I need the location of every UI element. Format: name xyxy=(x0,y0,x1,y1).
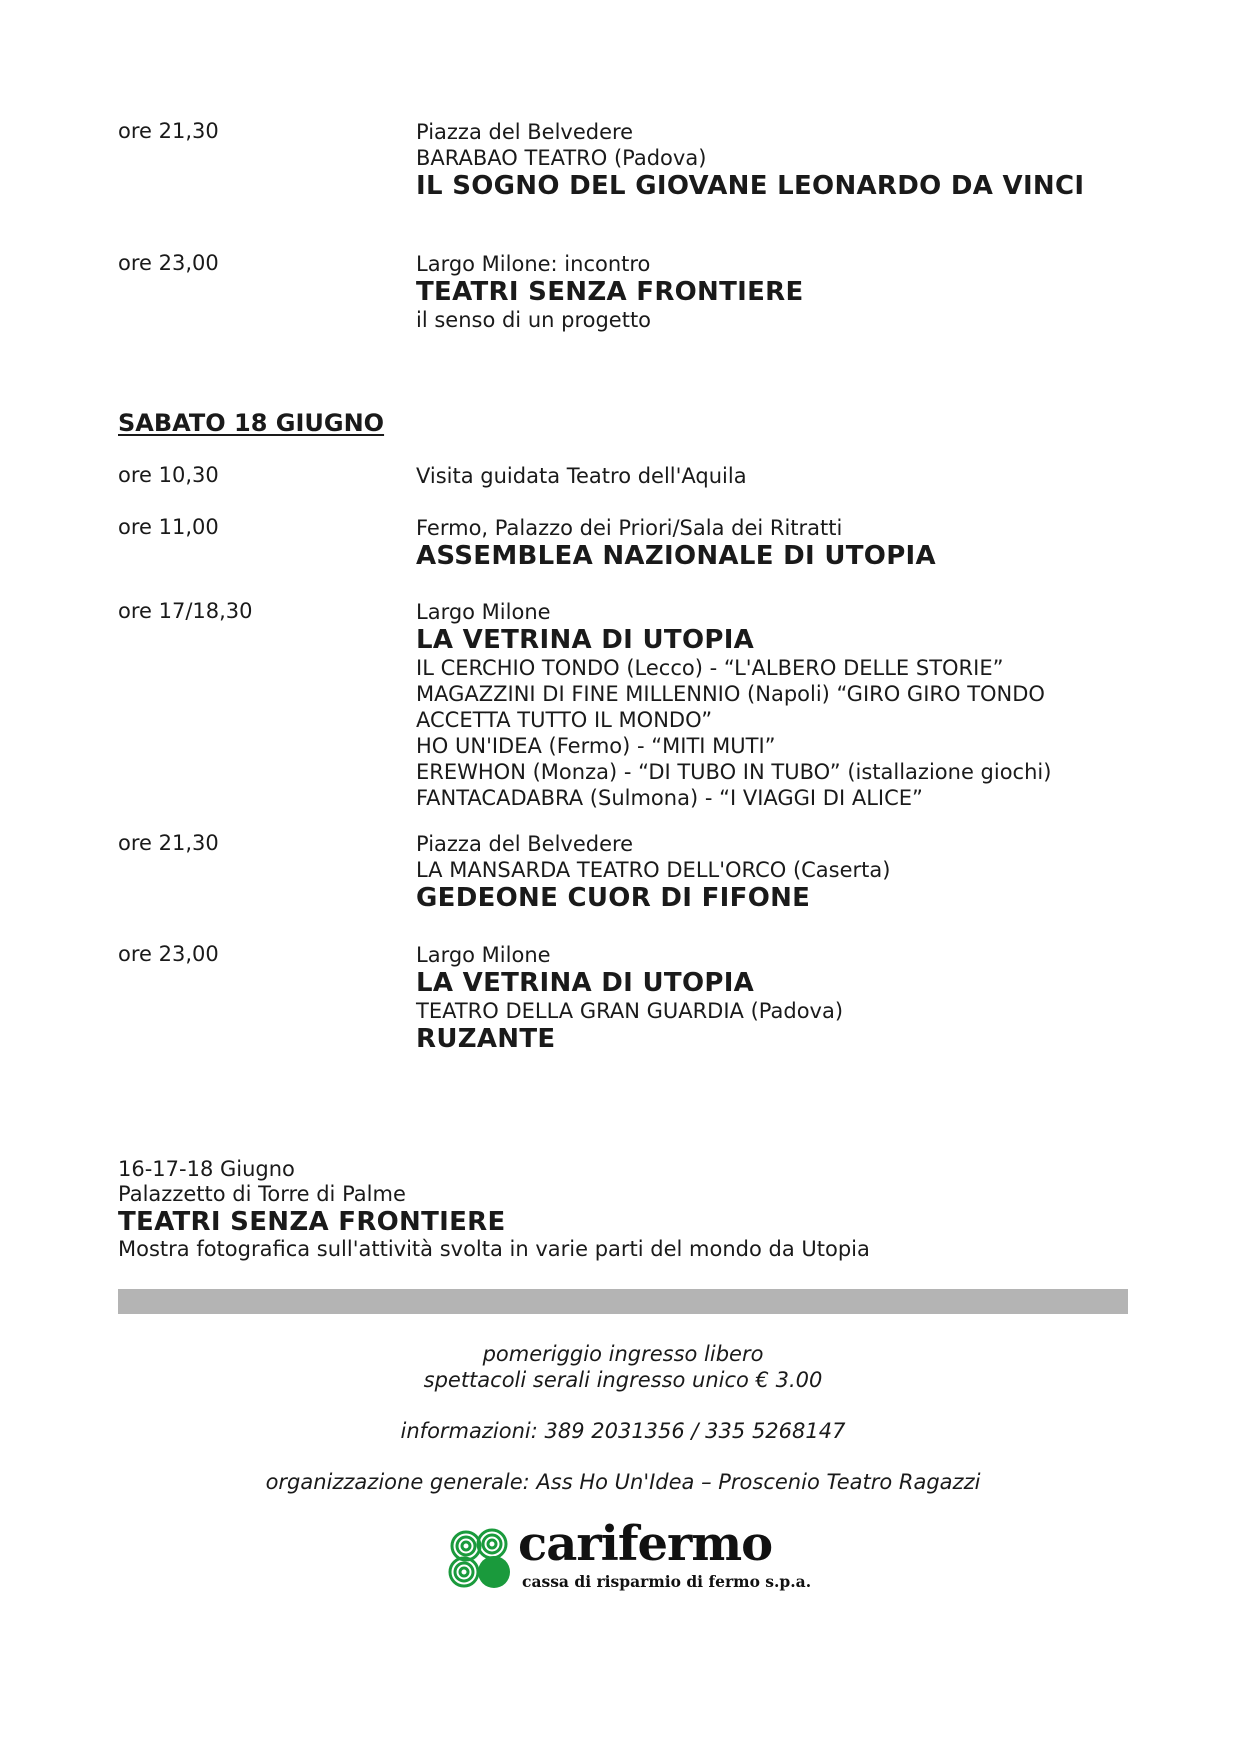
event-title: TEATRI SENZA FRONTIERE xyxy=(416,277,804,307)
event-time: ore 17/18,30 xyxy=(118,599,253,623)
event-place: Largo Milone xyxy=(416,600,551,624)
event-title-secondary: RUZANTE xyxy=(416,1024,556,1054)
event-title: GEDEONE CUOR DI FIFONE xyxy=(416,883,811,913)
event-place: Largo Milone: incontro xyxy=(416,252,651,276)
event-place: Visita guidata Teatro dell'Aquila xyxy=(416,464,747,488)
exhibition-place: Palazzetto di Torre di Palme xyxy=(118,1182,406,1206)
event-place: Largo Milone xyxy=(416,943,551,967)
footer-info: informazioni: 389 2031356 / 335 5268147 xyxy=(400,1419,846,1443)
event-line: IL CERCHIO TONDO (Lecco) - “L'ALBERO DELLE STORIE” xyxy=(416,656,1004,680)
event-line: EREWHON (Monza) - “DI TUBO IN TUBO” (istallazione giochi) xyxy=(416,760,1052,784)
event-time: ore 21,30 xyxy=(118,831,219,855)
event-details xyxy=(416,942,1196,1054)
day-heading: SABATO 18 GIUGNO xyxy=(118,409,385,437)
event-line: FANTACADABRA (Sulmona) - “I VIAGGI DI ALICE” xyxy=(416,786,923,810)
event-title: IL SOGNO DEL GIOVANE LEONARDO DA VINCI xyxy=(416,171,1085,201)
event-time: ore 23,00 xyxy=(118,942,219,966)
event-company: BARABAO TEATRO (Padova) xyxy=(416,146,707,170)
exhibition-block xyxy=(118,1157,1118,1262)
event-line: MAGAZZINI DI FINE MILLENNIO (Napoli) “GIRO GIRO TONDO xyxy=(416,682,1045,706)
event-line: HO UN'IDEA (Fermo) - “MITI MUTI” xyxy=(416,734,776,758)
event-time: ore 23,00 xyxy=(118,251,219,275)
event-time: ore 11,00 xyxy=(118,515,219,539)
clover-icon xyxy=(444,1524,518,1594)
event-company: TEATRO DELLA GRAN GUARDIA (Padova) xyxy=(416,999,844,1023)
event-details xyxy=(416,119,1196,201)
event-details xyxy=(416,599,1196,811)
event-time: ore 10,30 xyxy=(118,463,219,487)
footer-admission-afternoon: pomeriggio ingresso libero xyxy=(482,1342,764,1366)
event-place: Piazza del Belvedere xyxy=(416,832,634,856)
exhibition-description: Mostra fotografica sull'attività svolta in varie parti del mondo da Utopia xyxy=(118,1237,870,1261)
footer-admission-evening: spettacoli serali ingresso unico € 3.00 xyxy=(423,1368,823,1392)
sponsor-logo xyxy=(444,1516,812,1594)
event-line: ACCETTA TUTTO IL MONDO” xyxy=(416,708,713,732)
event-details xyxy=(416,251,1196,333)
event-title: ASSEMBLEA NAZIONALE DI UTOPIA xyxy=(416,541,936,571)
event-details xyxy=(416,515,1196,571)
event-details xyxy=(416,831,1196,913)
sponsor-name: carifermo xyxy=(518,1516,773,1572)
sponsor-tagline: cassa di risparmio di fermo s.p.a. xyxy=(522,1572,812,1591)
divider-bar xyxy=(118,1289,1128,1314)
event-title: LA VETRINA DI UTOPIA xyxy=(416,625,755,655)
event-details xyxy=(416,463,1196,489)
event-title: LA VETRINA DI UTOPIA xyxy=(416,968,755,998)
event-place: Piazza del Belvedere xyxy=(416,120,634,144)
event-subtitle: il senso di un progetto xyxy=(416,308,652,332)
event-time: ore 21,30 xyxy=(118,119,219,143)
exhibition-title: TEATRI SENZA FRONTIERE xyxy=(118,1207,506,1237)
event-place: Fermo, Palazzo dei Priori/Sala dei Ritratti xyxy=(416,516,843,540)
footer-organization: organizzazione generale: Ass Ho Un'Idea – Proscenio Teatro Ragazzi xyxy=(265,1470,981,1494)
exhibition-dates: 16-17-18 Giugno xyxy=(118,1157,295,1181)
event-company: LA MANSARDA TEATRO DELL'ORCO (Caserta) xyxy=(416,858,891,882)
